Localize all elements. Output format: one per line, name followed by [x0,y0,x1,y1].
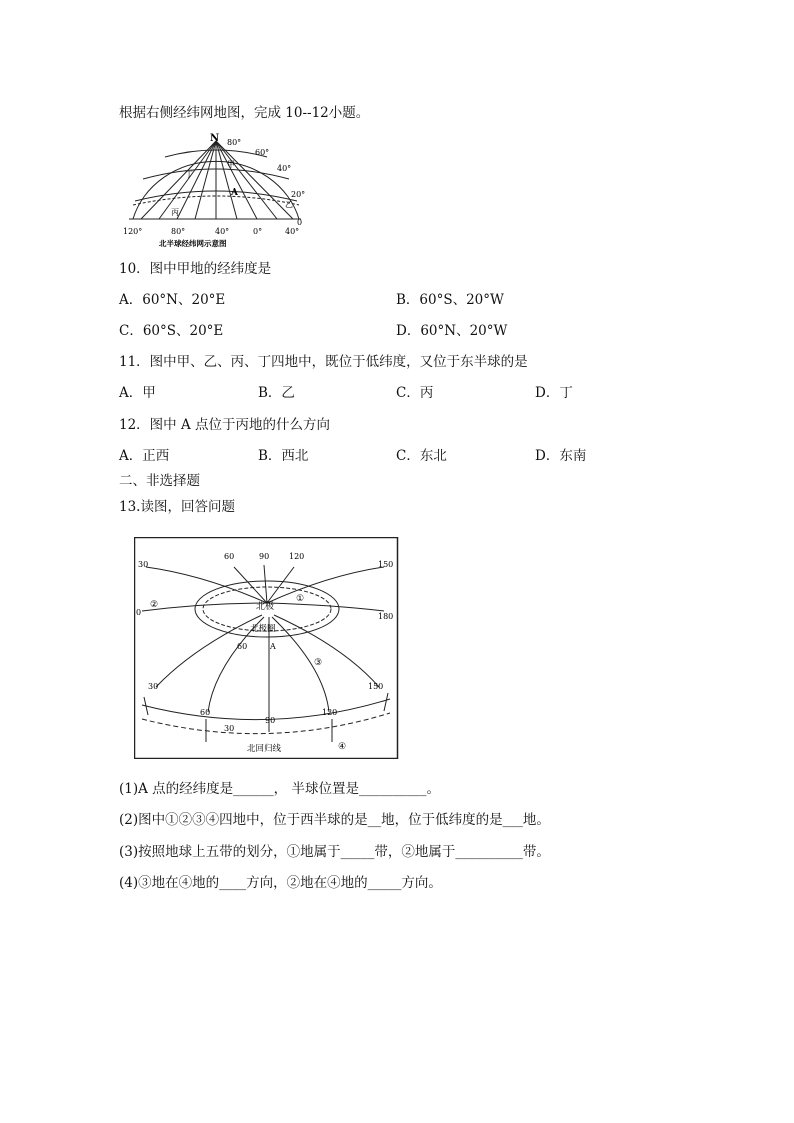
lon-top-120: 120 [289,552,305,561]
q13-part-2: (2)图中①②③④四地中，位于西半球的是__地，位于低纬度的是___地。 [119,812,550,828]
lon-label-0: 0° [253,227,263,236]
point-a: A [270,642,276,651]
lon-edge-150: 150 [378,560,394,569]
intro-text: 根据右侧经纬网地图，完成 10--12小题。 [119,105,370,121]
place-jia: 甲 [227,160,235,169]
point-4: ④ [338,742,347,752]
q12-option-d: D．东南 [535,448,587,464]
lat-label-0: 0 [297,218,303,227]
q13-stem: 13.读图，回答问题 [119,499,235,515]
lon-lower-30: 30 [148,682,159,691]
q13-part-1: (1)A 点的经纬度是______， 半球位置是__________。 [119,781,440,797]
point-3: ③ [314,658,323,668]
section2-heading: 二、非选择题 [119,473,200,489]
q11-option-b: B．乙 [258,385,295,401]
lon-label-80: 80° [171,227,186,236]
lon-top-90: 90 [259,552,270,561]
q12-stem: 12．图中 A 点位于丙地的什么方向 [119,417,331,433]
lon-edge-30: 30 [138,560,149,569]
lat-label-60: 60° [255,148,270,157]
q10-option-d: D．60°N、20°W [396,323,508,339]
lon-bottom-90: 90 [265,716,276,725]
q11-option-c: C．丙 [396,385,434,401]
figure-northern-hemisphere-grid [121,131,305,249]
lon-inner-60: 60 [237,642,248,651]
q10-option-c: C．60°S、20°E [119,323,224,339]
q12-option-c: C．东北 [396,448,447,464]
q10-option-b: B．60°S、20°W [396,292,504,308]
figure1-caption: 北半球经纬网示意图 [159,239,227,248]
q11-stem: 11．图中甲、乙、丙、丁四地中，既位于低纬度，又位于东半球的是 [119,354,528,370]
lon-lower-60: 60 [200,708,211,717]
place-bing: 丙 [171,208,179,217]
lat-label-80: 80° [227,138,242,147]
q13-part-4: (4)③地在④地的____方向，②地在④地的_____方向。 [119,875,442,891]
place-ding: 丁 [185,170,193,179]
q12-option-a: A．正西 [119,448,170,464]
lon-label-120: 120° [123,227,143,236]
pole-n-label: N [210,133,220,144]
point-2: ② [150,600,159,610]
q12-option-b: B．西北 [258,448,309,464]
figure-polar-map [134,537,399,759]
lon-bottom-30: 30 [224,724,235,733]
q10-option-a: A．60°N、20°E [119,292,226,308]
lon-label-40e: 40° [285,227,300,236]
arctic-circle-label: 北极圈 [250,624,276,634]
lon-lower-150: 150 [368,682,384,691]
q11-option-d: D．丁 [535,385,573,401]
lon-edge-180: 180 [378,612,394,621]
q11-option-a: A．甲 [119,385,156,401]
place-yi: 乙 [285,200,293,209]
lon-label-40w: 40° [215,227,230,236]
q13-part-3: (3)按照地球上五带的划分，①地属于_____带，②地属于__________带。 [119,844,550,860]
tropic-label: 北回归线 [247,744,282,754]
pole-label: 北极 [256,602,275,612]
lon-edge-0: 0 [136,608,142,617]
lat-label-40: 40° [277,164,292,173]
q10-stem: 10．图中甲地的经纬度是 [119,261,272,277]
lon-lower-120: 120 [322,708,338,717]
lat-label-20: 20° [291,190,305,199]
place-a: A [231,188,238,198]
point-1: ① [296,594,305,604]
lon-top-60: 60 [224,552,235,561]
